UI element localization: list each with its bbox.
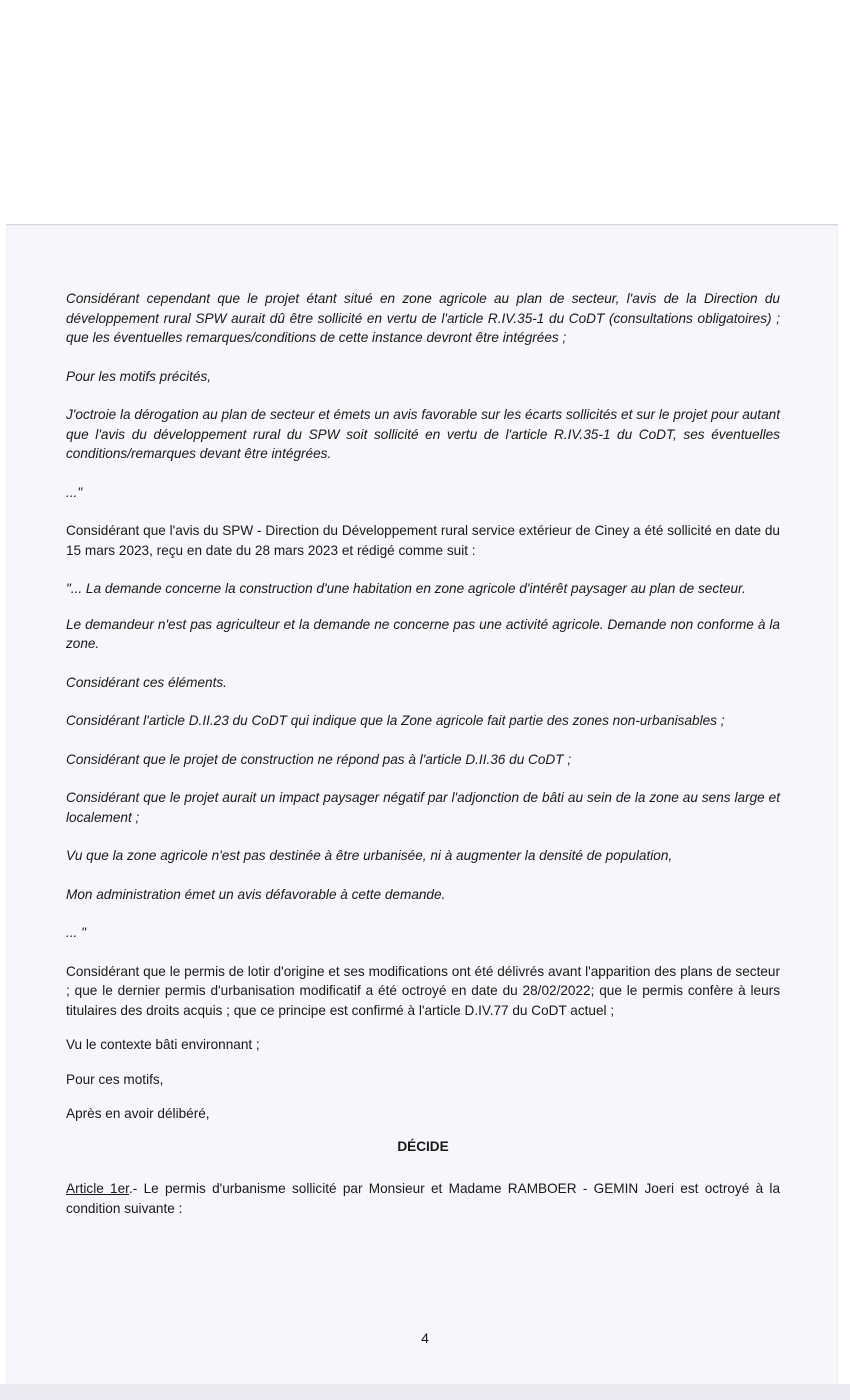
paragraph-apres-deliberation: Après en avoir délibéré, (66, 1106, 210, 1121)
paragraph-avis-defavorable: Mon administration émet un avis défavorable à cette demande. (66, 886, 446, 902)
page-number: 4 (421, 1330, 429, 1346)
scan-bottom-edge (0, 1384, 850, 1400)
paragraph-article-d-ii-23: Considérant l'article D.II.23 du CoDT qui indique que la Zone agricole fait partie des zones non-urbanisables ; (66, 713, 725, 728)
article-label: Article 1er (66, 1181, 129, 1196)
paragraph-article-d-ii-36: Considérant que le projet de construction ne répond pas à l'article D.II.36 du CoDT ; (66, 751, 572, 767)
paragraph-pour-ces-motifs: Pour ces motifs, (66, 1071, 164, 1087)
paragraph-zone-agricole: Vu que la zone agricole n'est pas destinée à être urbanisée, ni à augmenter la densité de population, (66, 848, 673, 863)
paragraph-spw-avis: Considérant que l'avis du SPW - Direction du Développement rural service extérieur de Ciney a été sollicité en date du 15 mars 2023, reçu en date du 28 mars 2023 et rédigé comme suit : (66, 523, 780, 558)
paragraph-dgo-consultation: Considérant cependant que le projet étant situé en zone agricole au plan de secteur, l'avis de la Direction du développement rural SPW aurait dû être sollicité en vertu de l'article R.IV.35-1 du CoDT (consultations obligatoires) ; que les éventuelles remarques/conditions de cette instance devront être intégrées ; (66, 291, 780, 345)
paragraph-derogation-octroyee: J'octroie la dérogation au plan de secteur et émets un avis favorable sur les écarts sollicités et sur le projet pour autant que l'avis du développement rural du SPW soit sollicité en vertu de l'article R.IV.35-1 du CoDT, ses éventuelles conditions/remarques devant être intégrées. (66, 407, 780, 461)
paragraph-demande-construction: "... La demande concerne la construction d'une habitation en zone agricole d'intérêt paysager au plan de secteur. (66, 581, 746, 596)
article-1er (66, 1179, 780, 1218)
paragraph-contexte-bati: Vu le contexte bâti environnant ; (66, 1037, 260, 1052)
paragraph-permis-de-lotir: Considérant que le permis de lotir d'origine et ses modifications ont été délivrés avant l'apparition des plans de secteur ; que le dernier permis d'urbanisation modificatif a été octroyé en date du 28/02/2022; que le permis confère à leurs titulaires des droits acquis ; que ce principe est confirmé à l'article D.IV.77 du CoDT actuel ; (66, 963, 780, 1018)
paragraph-impact-paysager: Considérant que le projet aurait un impact paysager négatif par l'adjonction de bâti au sein de la zone au sens large et localement ; (66, 790, 780, 825)
article-text: .- Le permis d'urbanisme sollicité par Monsieur et Madame RAMBOER - GEMIN Joeri est octroyé à la condition suivante : (66, 1181, 780, 1216)
paragraph-motifs-precites: Pour les motifs précités, (66, 368, 212, 384)
decide-heading: DÉCIDE (397, 1138, 449, 1154)
paragraph-ces-elements: Considérant ces éléments. (66, 674, 227, 690)
quote-end-1: ..." (66, 484, 83, 500)
quote-end-2: ... " (66, 925, 86, 940)
document-body (66, 289, 780, 1218)
paragraph-non-agriculteur: Le demandeur n'est pas agriculteur et la demande ne concerne pas une activité agricole. Demande non conforme à la zone. (66, 616, 780, 651)
